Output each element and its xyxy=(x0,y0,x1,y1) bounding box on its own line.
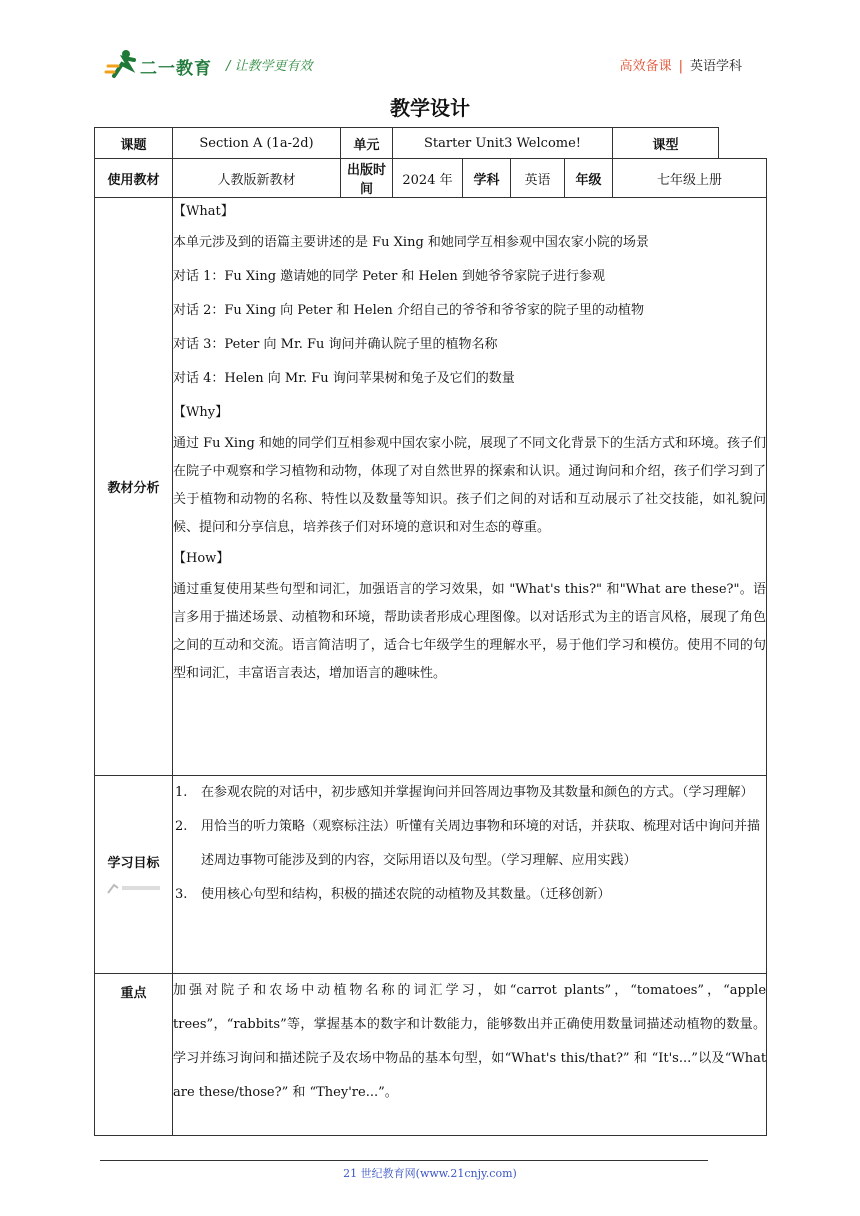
goal-item: 3. 使用核心句型和结构，积极的描述农院的动植物及其数量。（迁移创新） xyxy=(175,887,611,902)
focus-label: 重点 xyxy=(95,974,173,1136)
goals-label-cell xyxy=(95,776,173,974)
what-line-2: 对话 1：Fu Xing 邀请她的同学 Peter 和 Helen 到她爷爷家院子进行参观 xyxy=(173,269,605,284)
analysis-row xyxy=(95,198,767,776)
logo-text: 二一教育 xyxy=(140,59,212,79)
focus-content xyxy=(173,974,767,1136)
document-title: 教学设计 xyxy=(390,96,470,120)
subject-label: 学科 xyxy=(463,159,511,198)
unit-label: 单元 xyxy=(341,128,393,159)
pubtime-value: 2024 年 xyxy=(393,159,463,198)
lesson-plan-table xyxy=(94,127,767,1136)
material-value: 人教版新教材 xyxy=(173,159,341,198)
goal-item: 1. 在参观农院的对话中，初步感知并掌握询问并回答周边事物及其数量和颜色的方式。（学习理解） xyxy=(175,785,754,800)
goals-list xyxy=(173,776,766,912)
focus-paragraph: 加强对院子和农场中动植物名称的词汇学习，如“carrot plants”，“tomatoes”，“apple trees”，“rabbits”等，掌握基本的数字和计数能力，能够数出并正确使用数量词描述动植物的数量。学习并练习询问和描述院子及农场中物品的基本句型，如“What's this/that?” 和 “It's...”以及“What are these/those?” 和 “They're...”。 xyxy=(173,983,767,1100)
analysis-label: 教材分析 xyxy=(95,198,173,776)
how-heading: 【How】 xyxy=(173,551,230,566)
meta-row-1 xyxy=(95,128,767,159)
footer-divider xyxy=(100,1160,708,1161)
grade-label: 年级 xyxy=(565,159,613,198)
goals-row xyxy=(95,776,767,974)
focus-row xyxy=(95,974,767,1136)
meta-row-2 xyxy=(95,159,767,198)
header-tag-prep: 高效备课 xyxy=(619,59,672,74)
subject-value: 英语 xyxy=(511,159,565,198)
goals-content xyxy=(173,776,767,974)
goals-label: 学习目标 xyxy=(107,856,160,871)
page-header xyxy=(0,0,860,90)
why-heading: 【Why】 xyxy=(173,405,229,420)
why-paragraph: 通过 Fu Xing 和她的同学们互相参观中国农家小院，展现了不同文化背景下的生活方式和环境。孩子们在院子中观察和学习植物和动物，体现了对自然世界的探索和认识。通过询问和介绍，孩子们学习到了关于植物和动物的名称、特性以及数量等知识。孩子们之间的对话和互动展示了社交技能，如礼貌问候、提问和分享信息，培养孩子们对环境的意识和对生态的尊重。 xyxy=(173,436,767,535)
unit-value: Starter Unit3 Welcome! xyxy=(393,128,613,159)
header-separator: | xyxy=(678,59,683,74)
header-right xyxy=(620,55,742,74)
footer-text: 21 世纪教育网(www.21cnjy.com) xyxy=(343,1167,517,1180)
material-label: 使用教材 xyxy=(95,159,173,198)
slogan: / 让教学更有效 xyxy=(226,59,313,74)
what-line-1: 本单元涉及到的语篇主要讲述的是 Fu Xing 和她同学互相参观中国农家小院的场景 xyxy=(173,235,649,250)
what-line-4: 对话 3：Peter 向 Mr. Fu 询问并确认院子里的植物名称 xyxy=(173,337,498,352)
watermark-logo-icon xyxy=(104,879,164,897)
what-heading: 【What】 xyxy=(173,204,234,219)
type-label: 课型 xyxy=(613,128,719,159)
topic-value: Section A (1a-2d) xyxy=(173,128,341,159)
grade-value: 七年级上册 xyxy=(613,159,767,198)
header-tag-subject: 英语学科 xyxy=(689,59,742,74)
how-paragraph: 通过重复使用某些句型和词汇，加强语言的学习效果，如 "What's this?" 和"What are these?"。语言多用于描述场景、动植物和环境，帮助读者形成心理图像。以对话形式为主的语言风格，展现了角色之间的互动和交流。语言简洁明了，适合七年级学生的理解水平，易于他们学习和模仿。使用不同的句型和词汇，丰富语言表达，增加语言的趣味性。 xyxy=(173,582,767,681)
what-line-5: 对话 4：Helen 向 Mr. Fu 询问苹果树和兔子及它们的数量 xyxy=(173,371,515,386)
goal-item: 2. 用恰当的听力策略（观察标注法）听懂有关周边事物和环境的对话，并获取、梳理对话中询问并描述周边事物可能涉及到的内容，交际用语以及句型。（学习理解、应用实践） xyxy=(175,819,761,868)
pubtime-label: 出版时间 xyxy=(341,159,393,198)
analysis-content xyxy=(173,198,767,776)
what-line-3: 对话 2：Fu Xing 向 Peter 和 Helen 介绍自己的爷爷和爷爷家的院子里的动植物 xyxy=(173,303,644,318)
topic-label: 课题 xyxy=(95,128,173,159)
